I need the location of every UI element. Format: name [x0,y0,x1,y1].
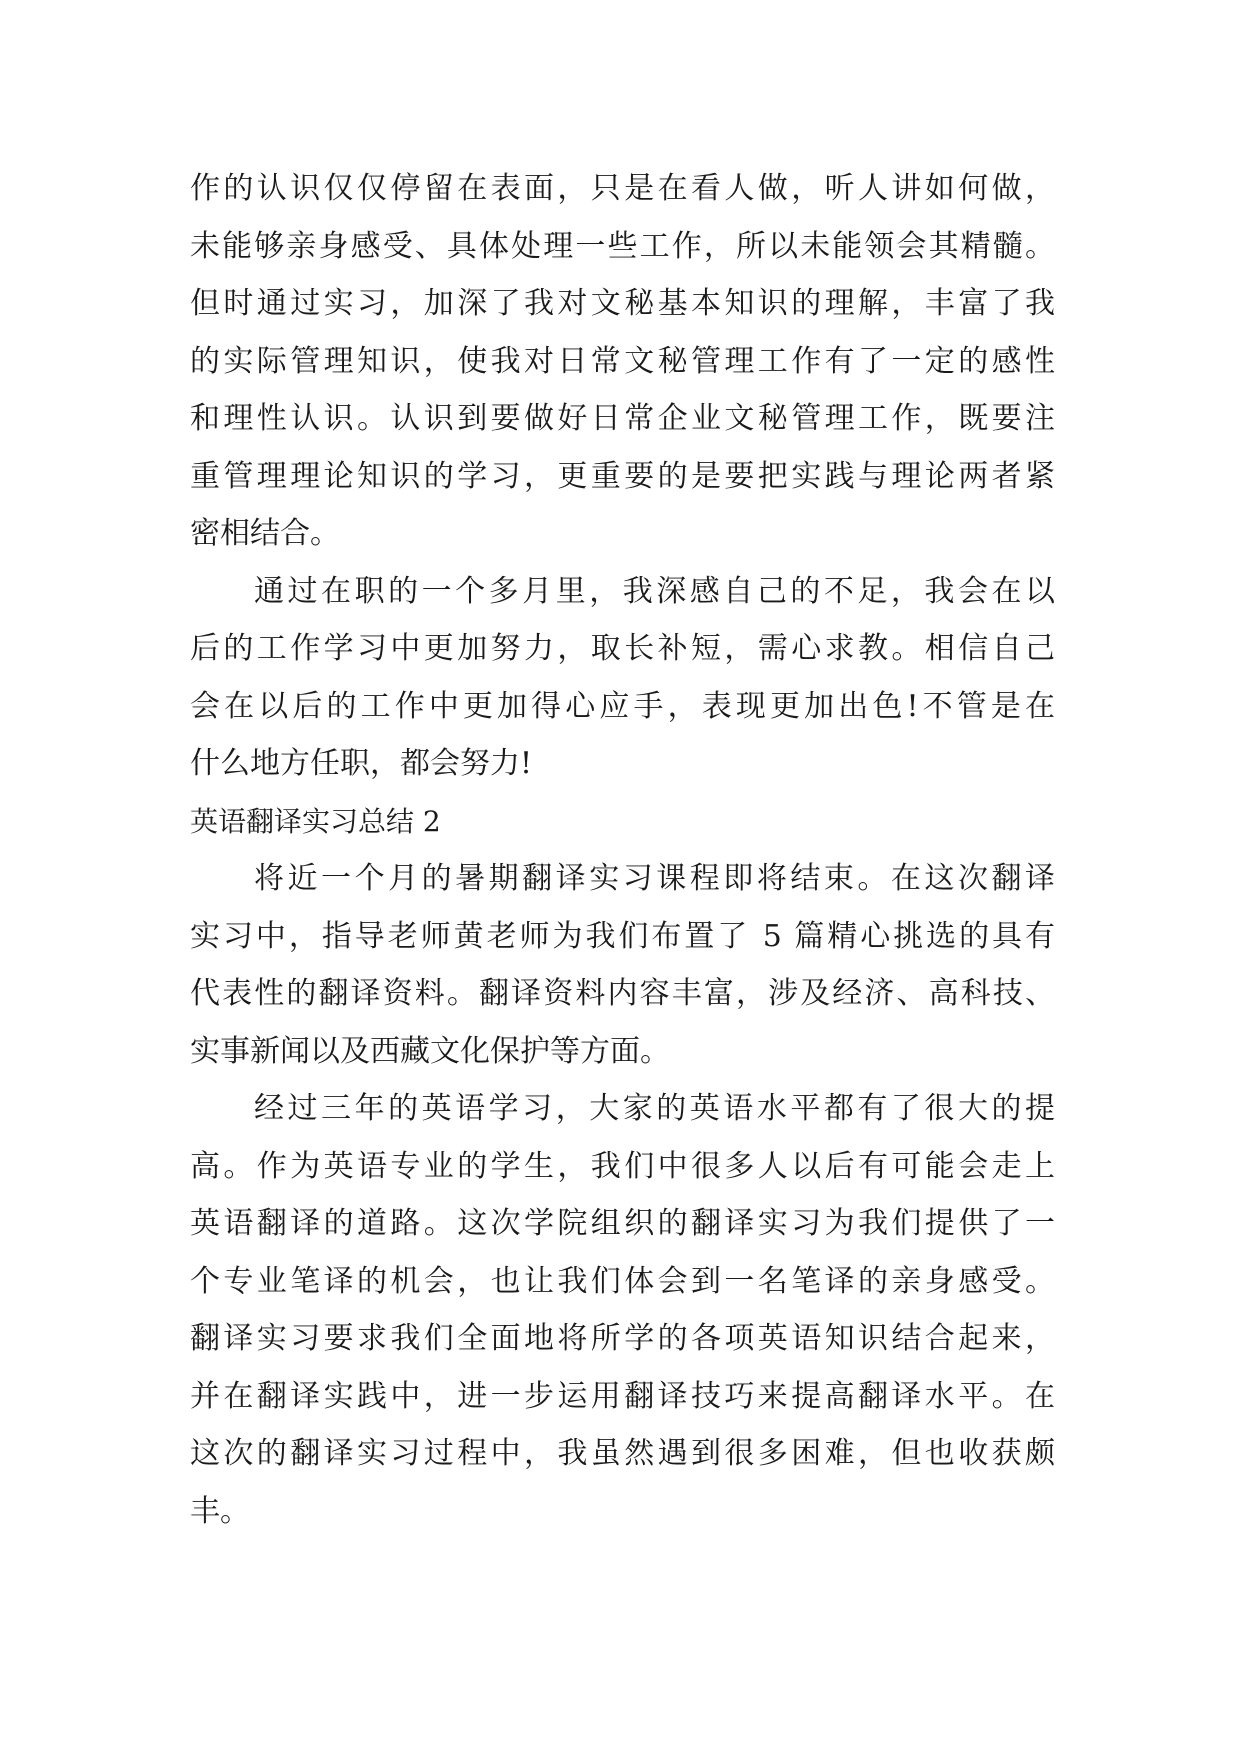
text-line: 作的认识仅仅停留在表面，只是在看人做，听人讲如何做， [190,171,1055,206]
text-line: 密相结合。 [190,516,340,551]
text-line: 什么地方任职，都会努力! [190,746,533,781]
text-line: 的实际管理知识，使我对日常文秘管理工作有了一定的感性 [190,343,1055,379]
document-body [190,160,1055,1540]
text-line: 和理性认识。认识到要做好日常企业文秘管理工作，既要注 [190,401,1055,436]
text-line: 个专业笔译的机会，也让我们体会到一名笔译的亲身感受。 [190,1263,1055,1299]
section-heading: 英语翻译实习总结 2 [190,804,441,838]
paragraph-3 [190,850,1055,1080]
text-line: 实事新闻以及西藏文化保护等方面。 [190,1033,670,1069]
text-line: 代表性的翻译资料。翻译资料内容丰富，涉及经济、高科技、 [190,976,1055,1011]
paragraph-4 [190,1080,1055,1540]
text-line: 会在以后的工作中更加得心应手，表现更加出色!不管是在 [190,688,1055,724]
text-line: 将近一个月的暑期翻译实习课程即将结束。在这次翻译 [254,861,1055,896]
text-line: 高。作为英语专业的学生，我们中很多人以后有可能会走上 [190,1148,1055,1184]
text-line: 翻译实习要求我们全面地将所学的各项英语知识结合起来， [190,1321,1055,1356]
text-line: 实习中，指导老师黄老师为我们布置了 5 篇精心挑选的具有 [190,918,1055,954]
text-line: 经过三年的英语学习，大家的英语水平都有了很大的提 [254,1091,1055,1126]
text-line: 并在翻译实践中，进一步运用翻译技巧来提高翻译水平。在 [190,1378,1055,1414]
text-line: 这次的翻译实习过程中，我虽然遇到很多困难，但也收获颇 [190,1436,1055,1471]
text-line: 重管理理论知识的学习，更重要的是要把实践与理论两者紧 [190,458,1055,494]
paragraph-2 [190,563,1055,793]
text-line: 英语翻译的道路。这次学院组织的翻译实习为我们提供了一 [190,1206,1055,1241]
text-line: 丰。 [190,1493,250,1529]
text-line: 但时通过实习，加深了我对文秘基本知识的理解，丰富了我 [190,286,1055,321]
text-line: 通过在职的一个多月里，我深感自己的不足，我会在以 [254,573,1055,609]
text-line: 后的工作学习中更加努力，取长补短，需心求教。相信自己 [190,631,1055,666]
text-line: 未能够亲身感受、具体处理一些工作，所以未能领会其精髓。 [190,228,1055,264]
paragraph-1 [190,160,1055,563]
